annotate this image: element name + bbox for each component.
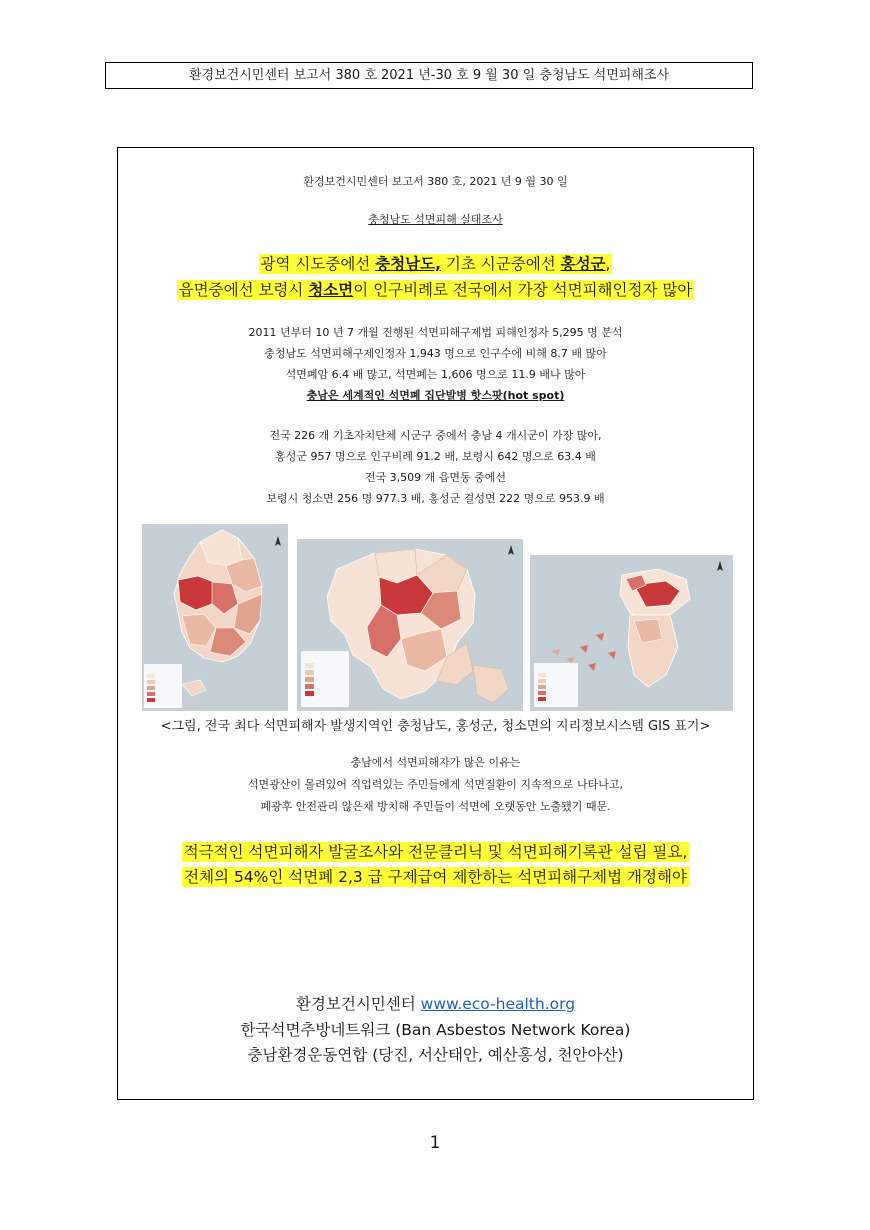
demand-line-2: 전체의 54%인 석면폐 2,3 급 구제급여 제한하는 석면피해구제법 개정해야: [184, 868, 687, 886]
cheongso-emphasis: 청소면: [308, 281, 354, 299]
headline-line-1: [118, 252, 753, 274]
org-chungnam-line: 충남환경운동연합 (당진, 서산태안, 예산홍성, 천안아산): [247, 1046, 624, 1064]
document-header: [105, 62, 753, 89]
national-map: [142, 524, 288, 711]
report-date-line: 환경보건시민센터 보고서 380 호, 2021 년 9 월 30 일: [303, 175, 568, 188]
chungnam-map: [297, 539, 523, 711]
para1-line: 충청남도 석면피해구제인정자 1,943 명으로 인구수에 비해 8.7 배 많아: [264, 347, 607, 360]
reason-line: 충남에서 석면피해자가 많은 이유는: [350, 756, 521, 769]
demand-line-1: 적극적인 석면피해자 발굴조사와 전문클리닉 및 석면피해기록관 설립 필요,: [183, 843, 688, 861]
para2-line: 전국 226 개 기초자치단체 시군구 중에서 충남 4 개시군이 가장 많아,: [269, 429, 602, 442]
reason-line: 폐광후 안전관리 않은채 방치해 주민들이 석면에 오랫동안 노출됐기 때문.: [260, 800, 611, 813]
para2-line: 보령시 청소면 256 명 977.3 배, 홍성군 결성면 222 명으로 953.9 배: [266, 492, 605, 505]
cheongso-map: [530, 555, 733, 711]
page-number: 1: [429, 1133, 441, 1153]
org-center-name: 환경보건시민센터: [295, 995, 416, 1013]
para2-line: 전국 3,509 개 읍면동 중에선: [364, 471, 507, 484]
headline-line-2: [118, 278, 753, 300]
eco-health-link[interactable]: www.eco-health.org: [420, 995, 576, 1013]
para2-line: 홍성군 957 명으로 인구비례 91.2 배, 보령시 642 명으로 63.4 배: [275, 450, 596, 463]
hotspot-line: 충남은 세계적인 석면폐 집단발병 핫스팟(hot spot): [306, 389, 565, 402]
hongseong-emphasis: 홍성군: [560, 255, 606, 273]
headline-2-highlight: 읍면중에선 보령시 청소면이 인구비례로 전국에서 가장 석면피해인정자 많아: [178, 281, 693, 299]
figure-caption: <그림, 전국 최다 석면피해자 발생지역인 충청남도, 홍성군, 청소면의 지리정보시스템 GIS 표기>: [160, 719, 711, 734]
org-ban-asbestos-line: 한국석면추방네트워크 (Ban Asbestos Network Korea): [240, 1021, 631, 1039]
org-center-line: [118, 992, 753, 1014]
report-box: [117, 147, 754, 1100]
headline-1-highlight: 광역 시도중에선 충청남도, 기초 시군중에선 홍성군,: [260, 255, 611, 273]
para1-line: 2011 년부터 10 년 7 개월 진행된 석면피해구제법 피해인정자 5,295 명 분석: [248, 326, 623, 339]
gis-maps: [140, 521, 735, 711]
report-title: 충청남도 석면피해 실태조사: [368, 213, 503, 226]
para1-line: 석면폐암 6.4 배 많고, 석면폐는 1,606 명으로 11.9 배나 많아: [285, 368, 586, 381]
chungnam-emphasis: 충청남도,: [375, 255, 441, 273]
header-text: 환경보건시민센터 보고서 380 호 2021 년-30 호 9 월 30 일 충청남도 석면피해조사: [188, 68, 670, 83]
reason-line: 석면광산이 몰려있어 직업력있는 주민들에게 석면질환이 지속적으로 나타나고,: [247, 778, 624, 791]
